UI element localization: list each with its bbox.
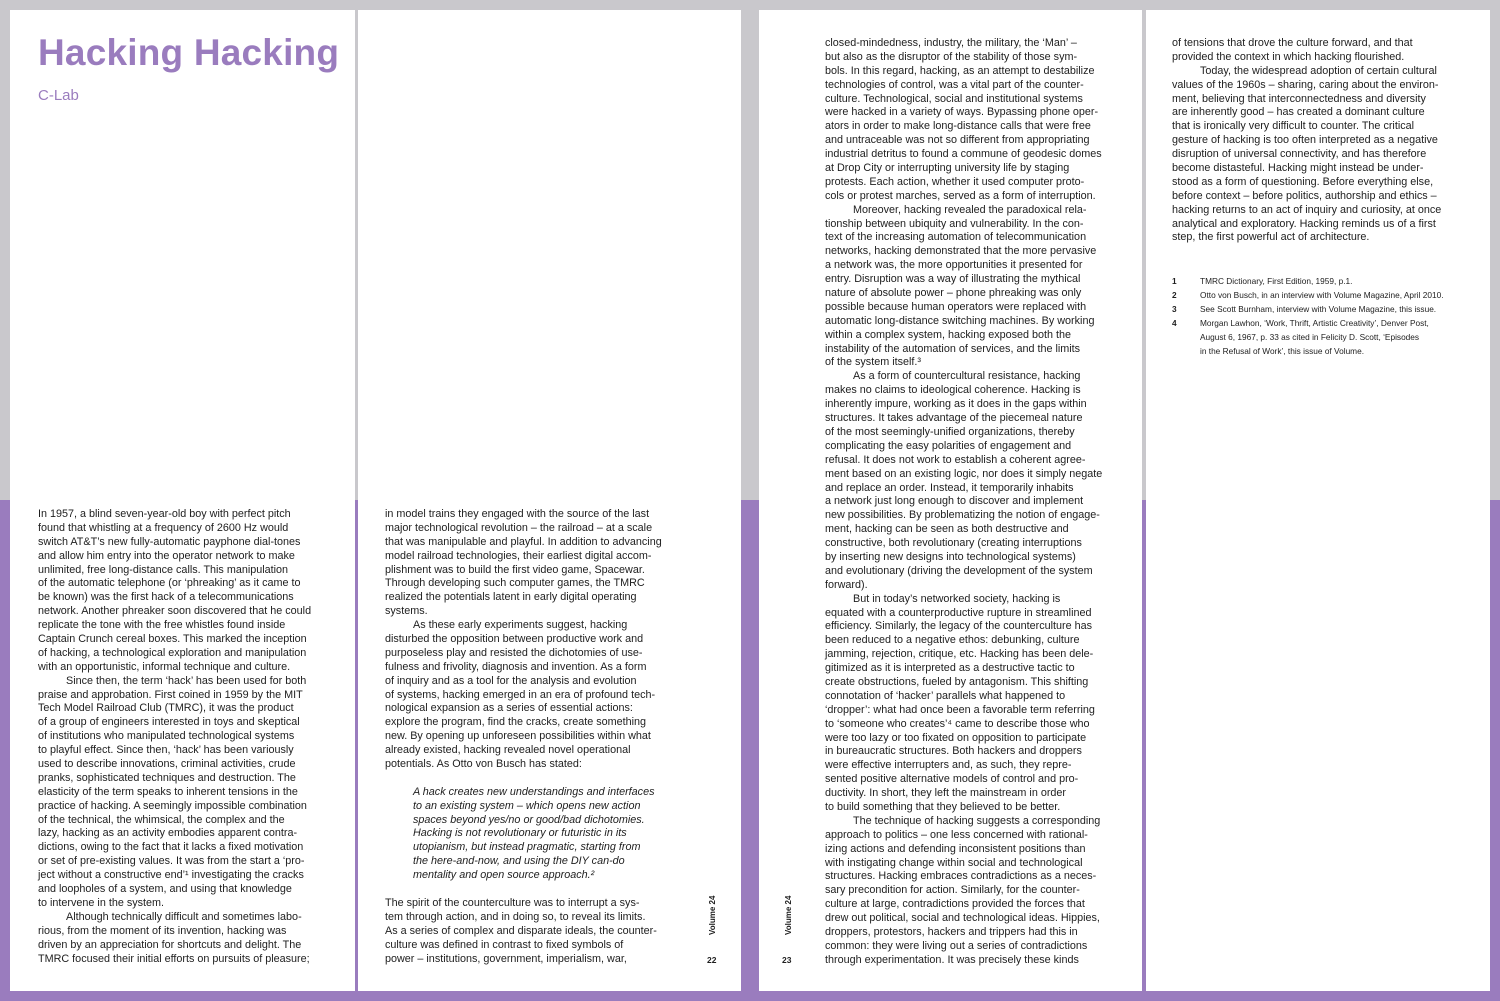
- quote-line: the here-and-now, and using the DIY can-do: [413, 855, 625, 868]
- text-line: become distasteful. Hacking might instead be under-: [1172, 162, 1424, 175]
- text-line: closed-mindedness, industry, the military, the ‘Man’ –: [825, 37, 1077, 49]
- footnote-row: [1172, 302, 1444, 316]
- text-line: of hacking, a technological exploration and manipulation: [38, 646, 307, 659]
- text-line: by inserting new designs into technological systems): [825, 550, 1076, 563]
- footnotes: [1172, 274, 1444, 358]
- text-line: In 1957, a blind seven-year-old boy with perfect pitch: [38, 508, 291, 520]
- text-line: major technological revolution – the railroad – at a scale: [385, 521, 653, 534]
- text-line: were effective interrupters and, as such, they repre-: [825, 759, 1072, 772]
- text-line: ject without a constructive end’¹ investigating the cracks: [38, 869, 304, 882]
- quote-line: A hack creates new understandings and interfaces: [413, 785, 655, 798]
- text-line: of inquiry and as a tool for the analysis and evolution: [385, 674, 637, 687]
- text-line: tionship between ubiquity and vulnerability. In the con-: [825, 217, 1084, 230]
- text-column-3: [825, 37, 1125, 968]
- text-line: tem through action, and in doing so, to reveal its limits.: [385, 910, 646, 923]
- footnote-text: Otto von Busch, in an interview with Volume Magazine, April 2010.: [1200, 290, 1444, 300]
- text-line: be known) was the first hack of a telecommunications: [38, 591, 294, 604]
- text-line: disturbed the opposition between productive work and: [385, 633, 644, 646]
- text-line: Since then, the term ‘hack’ has been used for both: [66, 674, 307, 687]
- page-number-right: 23: [782, 955, 792, 965]
- text-line: used to describe innovations, criminal activities, crude: [38, 758, 296, 771]
- text-line: culture. Technological, social and institutional systems: [825, 92, 1083, 105]
- text-line: in bureaucratic structures. Both hackers and droppers: [825, 745, 1082, 758]
- text-line: culture was defined in contrast to fixed symbols of: [385, 938, 624, 951]
- text-line: gesture of hacking is too often interpreted as a negative: [1172, 134, 1438, 147]
- text-column-2: [385, 508, 685, 966]
- text-line: Today, the widespread adoption of certain cultural: [1200, 64, 1437, 77]
- text-line: But in today’s networked society, hacking is: [853, 592, 1061, 605]
- text-line: and evolutionary (driving the development of the system: [825, 564, 1093, 577]
- text-line: Through developing such computer games, the TMRC: [385, 577, 645, 590]
- text-line: explore the program, find the cracks, create something: [385, 716, 647, 729]
- text-line: TMRC focused their initial efforts on pursuits of pleasure;: [38, 952, 310, 965]
- text-line: ment, believing that interconnectedness and diversity: [1172, 92, 1426, 105]
- text-line: of the system itself.³: [825, 356, 922, 369]
- text-line: before context – before politics, authorship and ethics –: [1172, 189, 1437, 202]
- text-line: complicating the easy polarities of engagement and: [825, 439, 1072, 452]
- footnote-number: [1172, 330, 1200, 344]
- text-line: realized the potentials latent in early digital operating: [385, 591, 637, 604]
- text-line: As a form of countercultural resistance, hacking: [853, 370, 1081, 383]
- footnote-number: 2: [1172, 290, 1177, 300]
- text-line: model railroad technologies, their earliest digital accom-: [385, 549, 652, 562]
- quote-line: mentality and open source approach.²: [413, 869, 595, 882]
- text-line: ductivity. In short, they left the mainstream in order: [825, 787, 1067, 800]
- text-line: of systems, hacking emerged in an era of profound tech-: [385, 688, 656, 701]
- text-line: stood as a form of questioning. Before everything else,: [1172, 175, 1434, 188]
- text-line: of a group of engineers interested in toys and skeptical: [38, 716, 300, 729]
- quote-line: to an existing system – which opens new action: [413, 799, 641, 812]
- text-line: and replace an order. Instead, it temporarily inhabits: [825, 481, 1074, 494]
- text-line: that is ironically very difficult to counter. The critical: [1172, 120, 1415, 133]
- quote-line: spaces beyond yes/no or good/bad dichotomies.: [413, 813, 645, 826]
- footnote-text: See Scott Burnham, interview with Volume Magazine, this issue.: [1200, 304, 1437, 314]
- article-author: C-Lab: [38, 87, 79, 104]
- text-line: values of the 1960s – sharing, caring about the environ-: [1172, 78, 1439, 91]
- text-line: at Drop City or interrupting university life by staging: [825, 162, 1070, 175]
- text-line: structures. Hacking embraces contradictions as a neces-: [825, 870, 1097, 883]
- text-column-4: [1172, 37, 1472, 245]
- footnote-text: TMRC Dictionary, First Edition, 1959, p.1.: [1200, 276, 1353, 286]
- text-line: of the automatic telephone (or ‘phreaking’ as it came to: [38, 577, 301, 590]
- text-line: been reduced to a negative ethos: debunking, culture: [825, 634, 1080, 647]
- text-line: driven by an appreciation for shortcuts and delight. The: [38, 938, 302, 951]
- footnote-row: [1172, 344, 1444, 358]
- text-line: lazy, hacking as an activity embodies apparent contra-: [38, 827, 298, 840]
- text-line: a network was, the more opportunities it presented for: [825, 259, 1083, 272]
- footnote-text: August 6, 1967, p. 33 as cited in Felicity D. Scott, ‘Episodes: [1200, 332, 1420, 342]
- text-line: elasticity of the term speaks to inherent tensions in the: [38, 785, 298, 798]
- text-line: analytical and exploratory. Hacking reminds us of a first: [1172, 217, 1436, 230]
- text-line: sary precondition for action. Similarly, for the counter-: [825, 884, 1080, 897]
- text-line: technologies of control, was a vital part of the counter-: [825, 78, 1084, 91]
- text-line: instability of the automation of services, and the limits: [825, 342, 1081, 355]
- text-line: inherently impure, working as it does in the gaps within: [825, 398, 1087, 411]
- text-line: industrial detritus to found a commune of geodesic domes: [825, 148, 1102, 161]
- text-line: rious, from the moment of its invention, hacking was: [38, 924, 287, 937]
- text-line: gitimized as it is interpreted as a destructive tactic to: [825, 662, 1075, 675]
- text-line: and untraceable was not so different from appropriating: [825, 134, 1090, 147]
- text-line: plishment was to build the first video game, Spacewar.: [385, 563, 645, 576]
- text-line: possible because human operators were replaced with: [825, 300, 1087, 313]
- text-line: in model trains they engaged with the source of the last: [385, 508, 650, 520]
- text-line: Although technically difficult and sometimes labo-: [66, 910, 302, 923]
- text-line: disruption of universal connectivity, and has therefore: [1172, 148, 1427, 161]
- text-line: that was manipulable and playful. In addition to advancing: [385, 535, 662, 548]
- text-line: of institutions who manipulated technological systems: [38, 730, 295, 743]
- paragraph-gap: [385, 772, 685, 786]
- text-line: and allow him entry into the operator network to make: [38, 549, 295, 562]
- text-line: found that whistling at a frequency of 2600 Hz would: [38, 521, 289, 534]
- text-line: a network just long enough to discover and implement: [825, 495, 1084, 508]
- text-line: were hacked in a variety of ways. Bypassing phone oper-: [825, 106, 1099, 119]
- text-line: with instigating change within social and technological: [825, 856, 1083, 869]
- text-line: cols or protest marches, served as a form of interruption.: [825, 189, 1096, 202]
- text-column-1: [38, 508, 338, 966]
- text-line: provided the context in which hacking flourished.: [1172, 50, 1405, 63]
- footnote-row: [1172, 274, 1444, 288]
- text-line: Captain Crunch cereal boxes. This marked the inception: [38, 633, 307, 646]
- folio-volume-left: Volume 24: [708, 895, 717, 935]
- footnote-row: [1172, 288, 1444, 302]
- text-line: ment based on an existing logic, nor does it simply negate: [825, 467, 1103, 480]
- text-line: are inherently good – has created a dominant culture: [1172, 106, 1425, 119]
- text-line: were too lazy or too fixated on opposition to participate: [825, 731, 1087, 744]
- text-line: protests. Each action, whether it used computer proto-: [825, 175, 1085, 188]
- text-line: unlimited, free long-distance calls. This manipulation: [38, 563, 289, 576]
- footnote-row: [1172, 316, 1444, 330]
- text-line: network. Another phreaker soon discovered that he could: [38, 605, 312, 618]
- footnote-number: 1: [1172, 276, 1177, 286]
- text-line: already existed, hacking revealed novel operational: [385, 744, 631, 757]
- text-line: power – institutions, government, imperialism, war,: [385, 952, 627, 965]
- text-line: nature of absolute power – phone phreaking was only: [825, 287, 1082, 300]
- text-line: ment, hacking can be seen as both destructive and: [825, 523, 1069, 536]
- text-line: nological expansion as a series of essential actions:: [385, 702, 633, 715]
- text-line: culture at large, contradictions provided the forces that: [825, 898, 1085, 911]
- text-line: connotation of ‘hacker’ parallels what happened to: [825, 689, 1066, 702]
- text-line: and loopholes of a system, and using that knowledge: [38, 883, 292, 896]
- text-line: create obstructions, fueled by antagonism. This shifting: [825, 675, 1089, 688]
- footnote-text: Morgan Lawhon, ‘Work, Thrift, Artistic Creativity’, Denver Post,: [1200, 318, 1429, 328]
- text-line: Moreover, hacking revealed the paradoxical rela-: [853, 203, 1087, 216]
- text-line: to ‘someone who creates’⁴ came to describe those who: [825, 717, 1090, 730]
- footnote-row: [1172, 330, 1444, 344]
- text-line: ‘dropper’: what had once been a favorable term referring: [825, 703, 1095, 716]
- text-line: to intervene in the system.: [38, 896, 165, 909]
- text-line: of tensions that drove the culture forward, and that: [1172, 37, 1413, 49]
- text-line: forward).: [825, 578, 868, 591]
- text-line: common: they were living out a series of contradictions: [825, 939, 1088, 952]
- quote-line: Hacking is not revolutionary or futuristic in its: [413, 827, 627, 840]
- text-line: approach to politics – one less concerned with rational-: [825, 828, 1088, 841]
- text-line: refusal. It does not work to establish a coherent agree-: [825, 453, 1086, 466]
- text-line: droppers, protestors, hackers and trippers had this in: [825, 926, 1078, 938]
- text-line: new. By opening up unforeseen possibilities within what: [385, 730, 651, 743]
- text-line: automatic long-distance switching machines. By working: [825, 314, 1095, 327]
- text-line: As a series of complex and disparate ideals, the counter-: [385, 924, 657, 937]
- text-line: switch AT&T’s new fully-automatic payphone dial-tones: [38, 535, 301, 548]
- text-line: but also as the disruptor of the stability of those sym-: [825, 50, 1078, 63]
- text-line: ators in order to make long-distance calls that were free: [825, 120, 1091, 133]
- footnote-number: [1172, 344, 1200, 358]
- text-line: practice of hacking. A seemingly impossible combination: [38, 799, 307, 812]
- text-line: efficiency. Similarly, the legacy of the counterculture has: [825, 620, 1093, 633]
- text-line: Tech Model Railroad Club (TMRC), it was the product: [38, 702, 294, 715]
- text-line: entry. Disruption was a way of illustrating the mythical: [825, 273, 1081, 286]
- text-line: equated with a counterproductive rupture in streamlined: [825, 606, 1092, 619]
- text-line: pranks, sophisticated techniques and destruction. The: [38, 771, 296, 784]
- text-line: bols. In this regard, hacking, as an attempt to destabilize: [825, 64, 1095, 77]
- text-line: jamming, rejection, critique, etc. Hacking has been dele-: [825, 648, 1094, 661]
- quote-line: utopianism, but instead pragmatic, starting from: [413, 841, 641, 854]
- text-line: with an opportunistic, informal technique and culture.: [38, 660, 291, 673]
- text-line: fulness and frivolity, diagnosis and invention. As a form: [385, 660, 647, 673]
- text-line: text of the increasing automation of telecommunication: [825, 231, 1087, 244]
- text-line: praise and approbation. First coined in 1959 by the MIT: [38, 688, 303, 701]
- text-line: or set of pre-existing values. It was from the start a ‘pro-: [38, 855, 305, 868]
- text-line: of the most seemingly-unified organizations, thereby: [825, 425, 1075, 438]
- text-line: networks, hacking demonstrated that the more pervasive: [825, 245, 1097, 258]
- text-line: dictions, owing to the fact that it lacks a fixed motivation: [38, 841, 304, 854]
- text-line: systems.: [385, 605, 428, 618]
- footnote-number: 4: [1172, 318, 1177, 328]
- article-title: Hacking Hacking: [38, 32, 340, 73]
- text-line: to build something that they believed to be better.: [825, 800, 1061, 813]
- text-line: within a complex system, hacking exposed both the: [825, 328, 1072, 341]
- text-line: new possibilities. By problematizing the notion of engage-: [825, 509, 1100, 522]
- text-line: potentials. As Otto von Busch has stated:: [385, 758, 582, 771]
- text-line: of the technical, the whimsical, the complex and the: [38, 813, 285, 826]
- text-line: sented positive alternative models of control and pro-: [825, 773, 1079, 786]
- text-line: structures. It takes advantage of the piecemeal nature: [825, 412, 1083, 425]
- text-line: izing actions and defending inconsistent positions than: [825, 842, 1086, 855]
- footnote-number: 3: [1172, 304, 1177, 314]
- page-number-left: 22: [707, 955, 717, 965]
- text-line: purposeless play and resisted the dichotomies of use-: [385, 646, 643, 659]
- text-line: The technique of hacking suggests a corresponding: [853, 814, 1101, 827]
- paragraph-gap: [385, 883, 685, 897]
- text-line: makes no claims to ideological coherence. Hacking is: [825, 384, 1081, 397]
- footnote-text: in the Refusal of Work’, this issue of Volume.: [1200, 346, 1365, 356]
- text-line: hacking returns to an act of inquiry and curiosity, at once: [1172, 203, 1442, 216]
- text-line: constructive, both revolutionary (creating interruptions: [825, 537, 1082, 550]
- text-line: step, the first powerful act of architecture.: [1172, 231, 1370, 244]
- text-line: drew out political, social and technological ideas. Hippies,: [825, 912, 1100, 925]
- text-line: through experimentation. It was precisely these kinds: [825, 953, 1079, 966]
- text-line: replicate the tone with the free whistles found inside: [38, 619, 286, 632]
- text-line: to playful effect. Since then, ‘hack’ has been variously: [38, 744, 294, 757]
- text-line: The spirit of the counterculture was to interrupt a sys-: [385, 896, 640, 909]
- folio-volume-right: Volume 24: [784, 895, 793, 935]
- text-line: As these early experiments suggest, hacking: [413, 619, 628, 632]
